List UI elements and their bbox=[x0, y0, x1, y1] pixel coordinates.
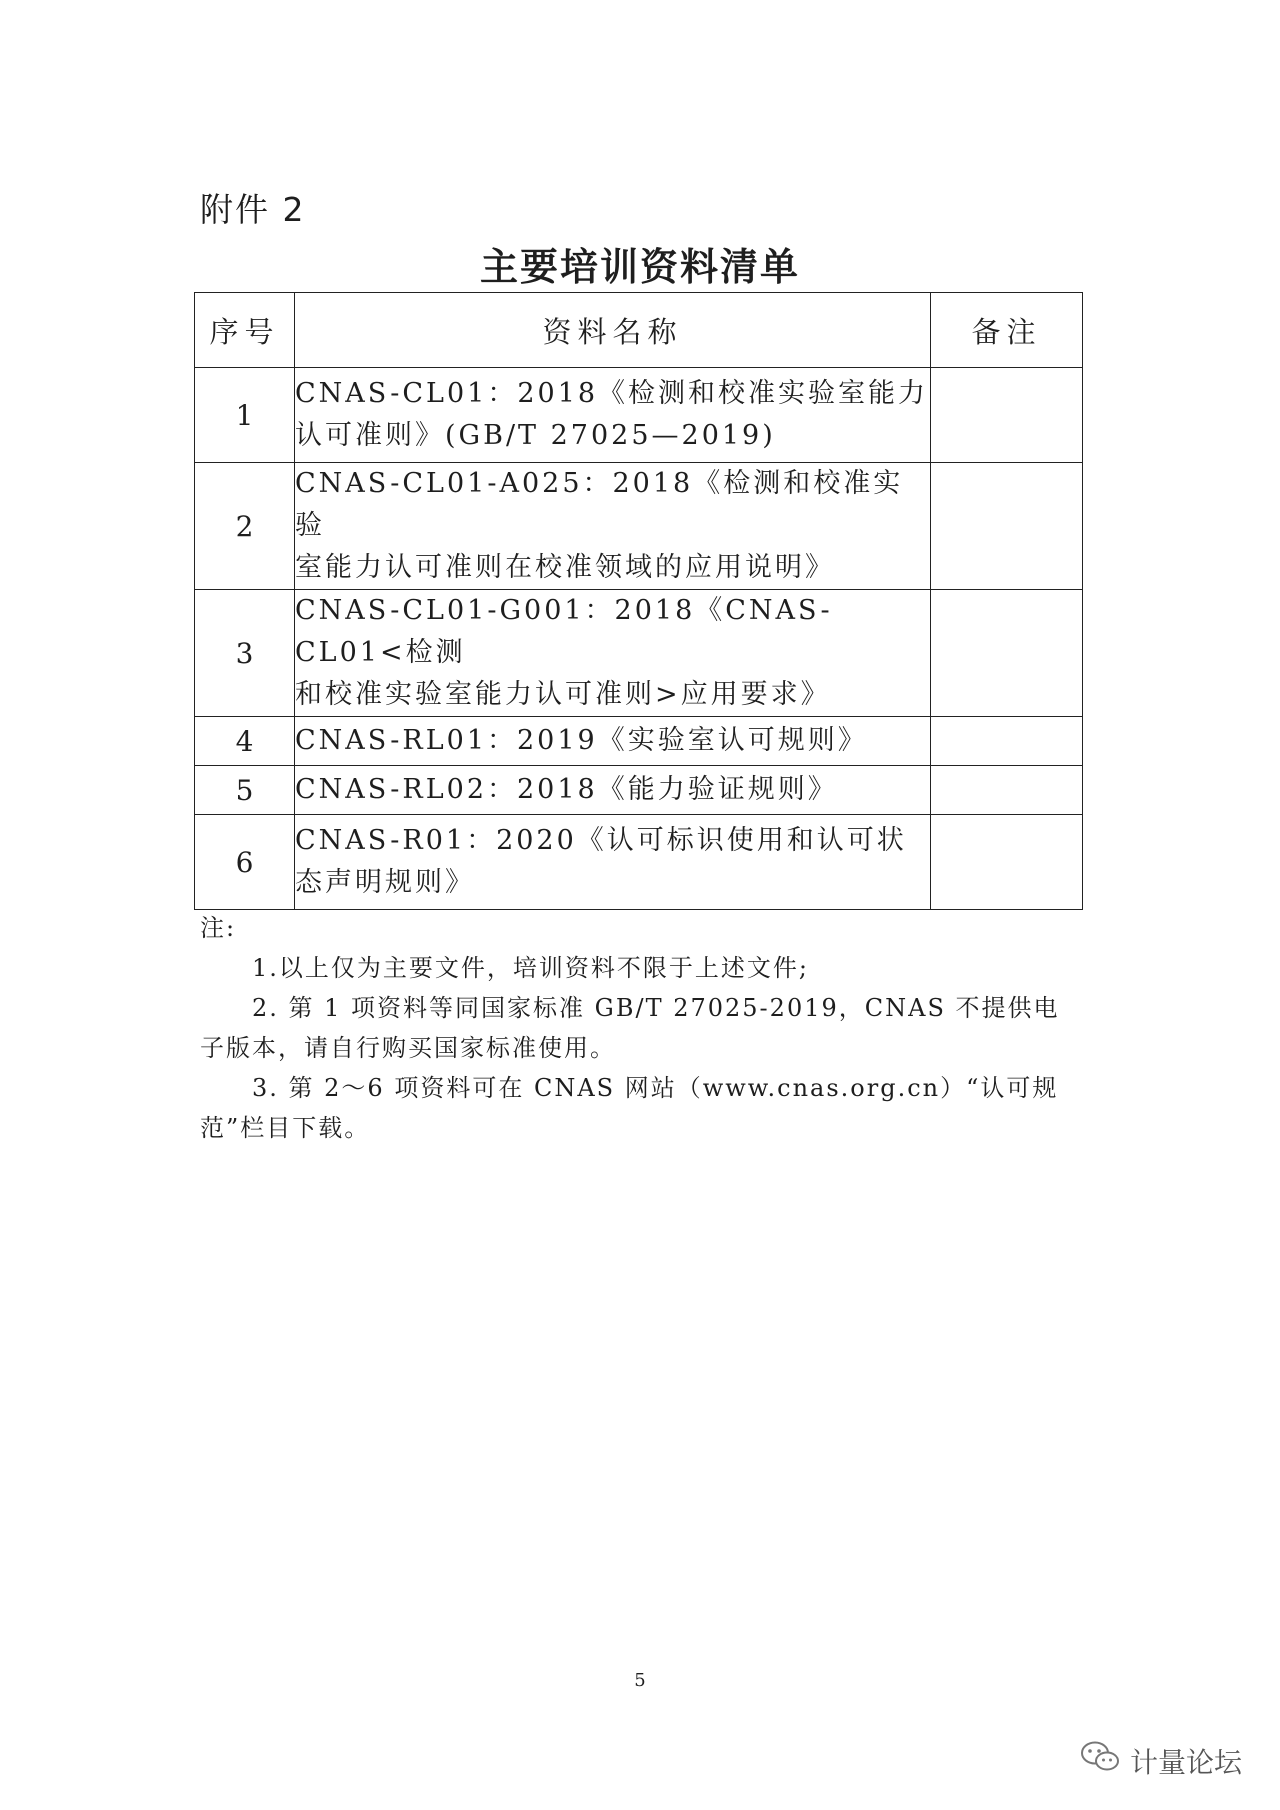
row-name-line: CNAS-RL01：2019《实验室认可规则》 bbox=[295, 725, 868, 756]
row-name-line: CNAS-R01：2020《认可标识使用和认可状 bbox=[295, 825, 907, 856]
column-header-remark: 备注 bbox=[931, 293, 1083, 368]
row-remark bbox=[931, 766, 1083, 815]
row-name-line: CNAS-RL02：2018《能力验证规则》 bbox=[295, 774, 838, 805]
row-name-line: 和校准实验室能力认可准则>应用要求》 bbox=[295, 679, 831, 710]
row-remark bbox=[931, 590, 1083, 717]
table-row bbox=[195, 463, 1083, 590]
table-header-row bbox=[195, 293, 1083, 368]
column-header-name: 资料名称 bbox=[295, 293, 931, 368]
row-seq: 2 bbox=[195, 463, 295, 590]
column-header-seq: 序号 bbox=[195, 293, 295, 368]
notes-heading: 注: bbox=[200, 914, 237, 942]
row-seq: 5 bbox=[195, 766, 295, 815]
row-name bbox=[295, 717, 931, 766]
watermark-text: 计量论坛 bbox=[1130, 1745, 1243, 1779]
notes-section bbox=[200, 908, 1080, 1148]
row-name-line: CNAS-CL01-G001：2018《CNAS-CL01<检测 bbox=[295, 595, 833, 668]
note-item: 1.以上仅为主要文件，培训资料不限于上述文件; bbox=[252, 954, 809, 982]
watermark bbox=[1080, 1740, 1242, 1781]
table-row bbox=[195, 815, 1083, 910]
materials-table bbox=[194, 292, 1083, 910]
row-name bbox=[295, 463, 931, 590]
table-row bbox=[195, 368, 1083, 463]
row-remark bbox=[931, 717, 1083, 766]
row-remark bbox=[931, 815, 1083, 910]
row-seq: 4 bbox=[195, 717, 295, 766]
row-remark bbox=[931, 368, 1083, 463]
row-remark bbox=[931, 463, 1083, 590]
row-name-line: CNAS-CL01-A025：2018《检测和校准实验 bbox=[295, 468, 904, 541]
note-item: 2. 第 1 项资料等同国家标准 GB/T 27025-2019，CNAS 不提供电子版本，请自行购买国家标准使用。 bbox=[200, 994, 1060, 1062]
table-row bbox=[195, 590, 1083, 717]
table-row bbox=[195, 766, 1083, 815]
attachment-label: 附件 2 bbox=[200, 190, 306, 229]
note-item: 3. 第 2～6 项资料可在 CNAS 网站（www.cnas.org.cn）“认可规范”栏目下载。 bbox=[200, 1074, 1059, 1142]
row-name-line: CNAS-CL01：2018《检测和校准实验室能力 bbox=[295, 378, 929, 409]
row-name-line: 认可准则》(GB/T 27025—2019) bbox=[295, 420, 776, 451]
row-name bbox=[295, 590, 931, 717]
row-name bbox=[295, 766, 931, 815]
wechat-icon bbox=[1080, 1740, 1120, 1781]
row-name-line: 态声明规则》 bbox=[295, 867, 475, 898]
row-name bbox=[295, 815, 931, 910]
document-title: 主要培训资料清单 bbox=[479, 245, 800, 289]
page-number: 5 bbox=[634, 1670, 646, 1691]
row-seq: 3 bbox=[195, 590, 295, 717]
row-seq: 1 bbox=[195, 368, 295, 463]
row-seq: 6 bbox=[195, 815, 295, 910]
table-row bbox=[195, 717, 1083, 766]
row-name bbox=[295, 368, 931, 463]
row-name-line: 室能力认可准则在校准领域的应用说明》 bbox=[295, 552, 835, 583]
